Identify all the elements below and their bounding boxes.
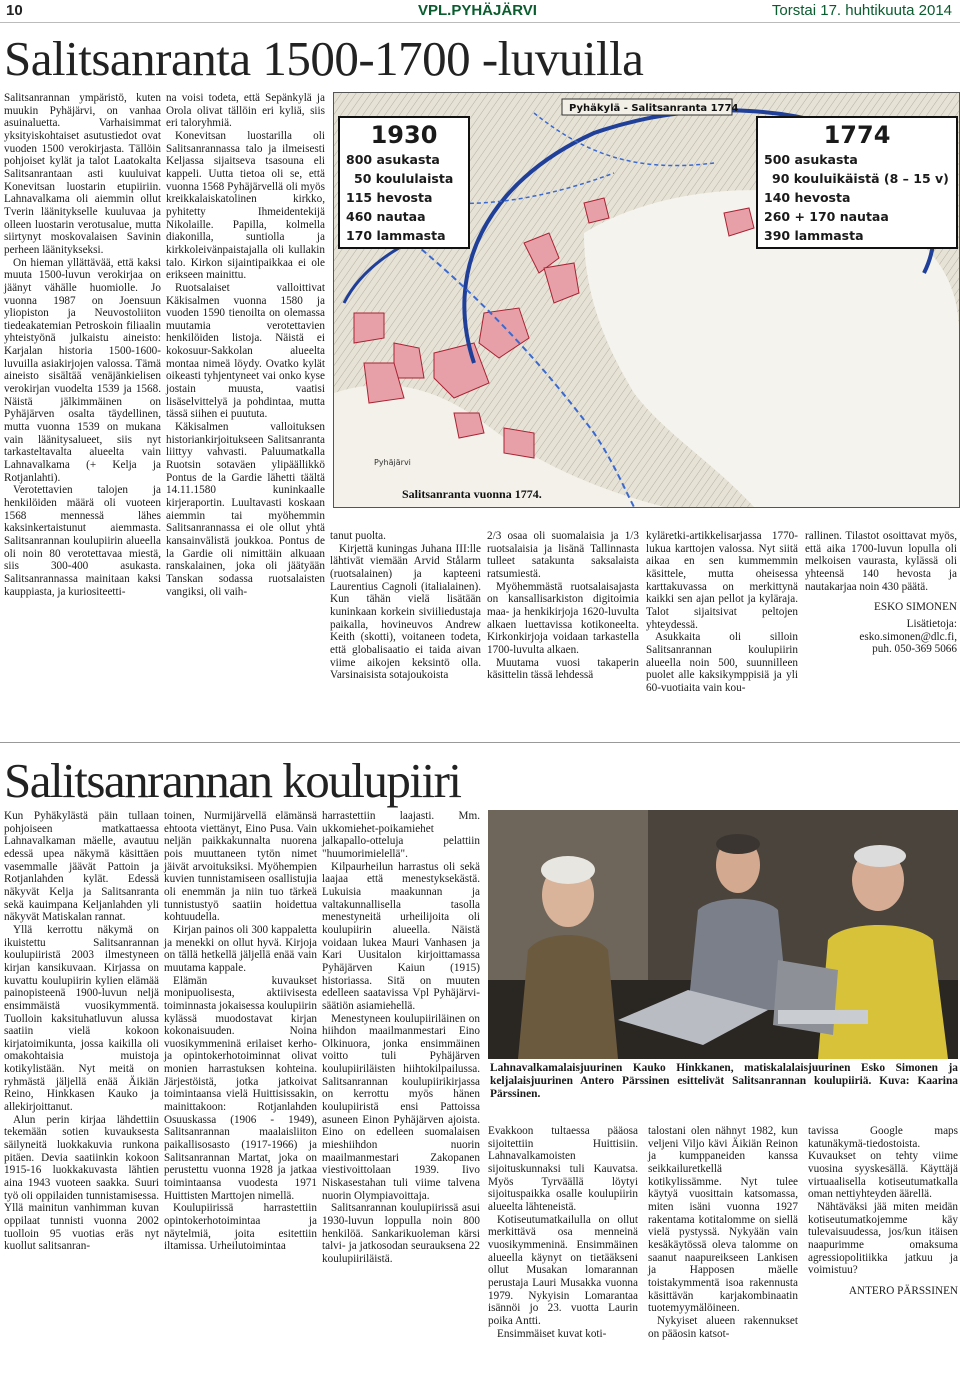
issue-date: Torstai 17. huhtikuuta 2014 xyxy=(771,2,952,19)
article1-column-3 xyxy=(330,530,481,730)
paragraph: 2/3 osaa oli suomalaisia ja 1/3 ruotsalaisia ja lisänä Tallinnasta tulleet satakunta saksalaista ratsumiestä. xyxy=(487,530,639,580)
paragraph: Kun Pyhäkylästä päin tullaan pohjoiseen matkattaessa Lahnavalkaman mäelle, avautuu edessä upea näkymä käsittäen vasemmalle jäävät Pattoin ja Rotjanlahden kylät. Edessä näkyvät Kelja ja Salitsanranta sekä kauimpana Keljanlahden yli näkyvät Matiskalan rannat. xyxy=(4,810,159,924)
paragraph: Yllä kerrottu näkymä on ikuistettu Salitsanrannan koulupiiristä 2003 ilmestyneen kirjan kansikuvaan. Kirjassa on kuvattu koulupiirin kylien elämää painopisteenä 1900-luvun neljä ensimmäistä vuosikymmentä. Tuolloin kaksituhatluvun alussa saatiin vielä kokoon kirjatoimikunta, jossa kaikilla oli omakohtaisia muistoja kotikylistään. Nyt meitä on ryhmästä jäljellä enää Äikiän Reino, Hinkkasen Kauko ja allekirjoittanut. xyxy=(4,923,159,1114)
map-caption: Salitsanranta vuonna 1774. xyxy=(402,487,542,501)
article2-column-3 xyxy=(322,810,480,1372)
paragraph: Kotiseutumatkailulla on ollut merkittävä osa menneinä vuosikymmeninä. Ensimmäinen alueella käynyt on tietääkseni ollut Musakan lomarannan perustaja Lauri Musakka vuonna 1979. Nykyisin Lomarantaa isännöi jo 23. vuotta Laurin poika Antti. xyxy=(488,1213,638,1327)
paragraph: talostani olen nähnyt 1982, kun veljeni Viljo kävi Äikiän Reinon ja kumppaneiden kanssa seikkailuretkellä kotikylissämme. Nyt tulee käytyä vuosittain katsomassa, miten isäni vuonna 1927 rakentama kotitalomme on siellä vielä pystyssä. Nykyään vain kesäkäytössä oleva talomme on saanut naapureikseen Lankisen ja Happosen mäelle toistakymmentä isoa rakennusta käsittävän karjakombinaatin tuotemyymälöineen. xyxy=(648,1125,798,1315)
paragraph: On hieman yllättävää, että kaksi muuta 1500-luvun verokirjaa on jäänyt vähälle huomiolle. Jo vuonna 1987 on Joensuun yliopiston ja Neuvostoliiton tiedeakatemian Petroskoin filiaalin yhteistyönä julkaistu aineisto: Karjalan historia 1500-1600-luvuilla asiakirjojen valossa. Tämä aineisto sisältää venäjänkielisen verokirjan vuodelta 1539 ja 1568. Näistä jälkimmäinen on Pyhäjärven osalta täydellinen, mutta vuonna 1539 on mukana vain läänitysalueet, siis nyt tarkasteltavalta alueelta vain Lahnavalkama (+ Kelja ja Rotjanlahti). xyxy=(4,256,161,484)
stats-line: 500 asukasta xyxy=(764,152,858,167)
article1-column-6 xyxy=(805,530,957,730)
article1-column-5 xyxy=(646,530,798,730)
stats-line: 800 asukasta xyxy=(346,152,440,167)
paragraph: Käkisalmen valloituksen historiankirjoitukseen Salitsanranta liittyy vahvasti. Paluumatkalla Ruotsin sotaväen ylipäällikkö Pontus de la Gardie lähetti täältä 14.11.1580 kuninkaalle kirjeraportin. Luultavasti koskaan aiemmin tai myöhemmin Salitsanrannassa ei ole ollut yhtä kansainvälistä joukkoa. Pontus de la Gardie oli nimittäin alkuaan ranskalainen, joka oli jäätyään Tanskan sodassa ruotsalaisten vangiksi, oli vaih- xyxy=(166,421,325,598)
contact-label: Lisätietoja: xyxy=(906,617,957,630)
paragraph: Elämän kuvaukset monipuolisesta, aktiivisesta toiminnasta jokaisessa koulupiirin kylässä muodostavat kirjan kokonaisuuden. Noina vuosikymmeninä erilaiset kerho- ja opintokerhotoiminnat olivat monien harrastuksen kohteina. Järjestöistä, jotka jatkoivat toimintaansa vielä Huittisissakin, mainittakoon: Rotjanlahden Osuuskassa (1906 - 1949), Salitsanrannan maalaisliiton paikallisosasto (1917-1966) ja Salitsanrannan Martat, joka on perustettu vuonna 1928 ja jatkaa toimintaansa vuodesta 1971 Huittisten Marttojen nimellä. xyxy=(164,974,317,1202)
paragraph: Myöhemmästä ruotsalaisajasta on kansallisarkiston digitoimia maa- ja henkikirjoja 1620-luvulta alkaen luettavissa kotikoneelta. Kirkonkirjoja voidaan tarkastella 1700-luvulta alkaen. xyxy=(487,580,639,656)
publication-name: VPL.PYHÄJÄRVI xyxy=(418,2,537,19)
page-number: 10 xyxy=(6,2,23,19)
stats-line: 260 + 170 nautaa xyxy=(764,209,889,224)
paragraph: Konevitsan luostarilla oli Salitsanrannassa talo ja ilmeisesti Keljassa sijaitseva tsasouna eli kappeli. Uutta tietoa oli se, että vuonna 1568 Pyhäjärvellä oli myös kreikkalaiskatolinen kirkko, pyhitetty Ihmeidentekijä Nikolaille. Papilla, kolmella diakonilla, suntiolla ja kirkkoleivänpaistajalla oli kullakin talo. Kirkon sijaintipaikkaa ei ole erikseen mainittu. xyxy=(166,129,325,282)
article2-column-5 xyxy=(648,1125,798,1372)
paragraph: Muutama vuosi takaperin käsittelin tässä lehdessä xyxy=(487,656,639,682)
photo-caption: Lahnavalkamalaisjuurinen Kauko Hinkkanen, matiskalalaisjuurinen Esko Simonen ja keljalaisjuurinen Antero Pärssinen esittelivät Salitsanrannan koulupiiriä. Kuva: Kaarina Pärssinen. xyxy=(490,1062,958,1100)
author-signature: ESKO SIMONEN xyxy=(874,601,957,614)
paragraph: Nähtäväksi jää miten meidän kotiseutumatkojemme käy tulevaisuudessa, jos/kun itäisen naapurimme omaksuma agressiopolitiikka jatkuu ja voimistuu? xyxy=(808,1200,958,1277)
map-title: Pyhäkylä - Salitsanranta 1774 xyxy=(569,103,739,114)
paragraph: Ensimmäiset kuvat koti- xyxy=(497,1327,607,1340)
stats-line: 460 nautaa xyxy=(346,209,426,224)
author-signature: ANTERO PÄRSSINEN xyxy=(848,1284,958,1297)
paragraph: harrastettiin laajasti. Mm. ukkomiehet-poikamiehet jalkapallo-otteluja pelattiin "huumorimielellä". xyxy=(322,810,480,860)
paragraph: Salitsanrannan ympäristö, kuten muukin Pyhäjärvi, on vanhaa asuinaluetta. Varhaisimmat yksityiskohtaiset asutustiedot ovat vuoden 1500 verokirjasta. Tällöin pohjoiset kylät ja talot Laatokalta Salitsanrantaan asti kuuluivat Konevitsan luostarin etupiiriin. Lahnavalkama oli aiemmin ollut Tverin läänitykselle kuuluvaa ja olleen luostarin verotusalue, mutta siirtynyt moskovalaisen Savinin perheen läänitykseksi. xyxy=(4,92,161,256)
paragraph: Kilpaurheilun harrastus oli sekä laajaa että menestyksekästä. Lukuisia maakunnan ja valtakunnallisella tasolla menestyneitä urheilijoita oli koulupiirin alueella. Näistä voidaan lukea Mauri Vanhasen ja Kari Uusitalon kirjoittamassa Pyhäjärven Kaiun (1915) historiassa. Sitä on muuten edelleen saatavissa Vpl Pyhäjärvi-säätiön asiamiehellä. xyxy=(322,860,480,1012)
stats-line: 90 kouluikäistä (8 – 15 v) xyxy=(772,171,949,186)
map-place-label: Pyhäjärvi xyxy=(374,458,411,467)
paragraph: rallinen. Tilastot osoittavat myös, että aika 1700-luvun lopulla oli melkoisen vaurasta, kylässä oli yhteensä 140 hevosta ja nautakarjaa noin 430 päätä. xyxy=(805,530,957,593)
paragraph: toinen, Nurmijärvellä elämänsä ehtoota viettänyt, Eino Pusa. Vain neljän paikkakunnalta nuorena pois muuttaneen tytön nimet jäivät arvoituksiksi. Myöhempien kuvien tunnistamiseen osallistujia oli enemmän ja niin tuo tärkeä tunnistustyö saatiin hoidettua kohtuudella. xyxy=(164,810,317,924)
contact-email: esko.simonen@dlc.fi, xyxy=(859,630,957,643)
stats-box-1774 xyxy=(756,116,958,249)
paragraph: Kirjettä kuningas Juhana III:lle lähtivät viemään Arvid Stålarm (ruotsalainen) ja kapteeni Laurentius Cagnoli (italialainen). Kun tähän vielä lisätään kuninkaan korkein siviiliedustaja paikalla, hovineuvos Andrew Keith (skotti), voitaneen todeta, että globalisaatio ei taida aivan viime aikojen keksintö olla. Varsinaisista sotajoukoista xyxy=(330,542,481,682)
stats-line: 390 lammasta xyxy=(764,228,864,243)
stats-box-1930 xyxy=(338,116,470,249)
article2-column-2 xyxy=(164,810,317,1372)
paragraph: Ruotsalaiset valloittivat Käkisalmen vuonna 1580 ja vuoden 1590 tienoilta on olemassa muutamia verotettavien henkilöiden listoja. Näistä ei kokosuur-Sakkolan alueelta montaa nimeä löydy. Ovatko kylät oikeasti tyhjentyneet vai onko kyse jostain muusta, vaatisi lisäselvittelyä ja pohdintaa, mutta tässä siihen ei puututa. xyxy=(166,281,325,421)
stats-year: 1774 xyxy=(823,121,891,149)
contact-phone: puh. 050-369 5066 xyxy=(872,643,957,656)
stats-line: 115 hevosta xyxy=(346,190,433,205)
stats-line: 50 koululaista xyxy=(354,171,454,186)
paragraph: Evakkoon tultaessa pääosa sijoitettiin Huittisiin. Lahnavalkamoisten sijoituskunnaksi tuli Kauvatsa. Myös Tyrväällä löytyi sijoituspaikka osalle koulupiirin alueelta lähteneistä. xyxy=(488,1125,638,1213)
article1-column-1 xyxy=(4,92,161,748)
stats-year: 1930 xyxy=(370,121,438,149)
article1-headline: Salitsanranta 1500-1700 -luvuilla xyxy=(4,31,644,86)
article2-headline: Salitsanrannan koulupiiri xyxy=(4,753,461,808)
section-divider xyxy=(0,742,960,743)
page-header xyxy=(0,0,960,23)
article2-column-6 xyxy=(808,1125,958,1372)
paragraph: kyläretki-artikkelisarjassa 1770-lukua karttojen valossa. Nyt siitä aikaa en sen kummemmin käsittele, mutta oheisessa karttakuvassa on merkittynä kaikki sen ajan pellot ja kyläraja. Talot sijaitsivat peltojen yhteydessä. xyxy=(646,530,798,631)
paragraph: Asukkaita oli silloin Salitsanrannan koulupiirin alueella noin 500, suunnilleen puolet alle kaksikymppisiä ja yli 60-vuotiaita vain kou- xyxy=(646,631,798,694)
paragraph: Nykyiset alueen rakennukset on pääosin katsot- xyxy=(648,1314,798,1340)
stats-line: 140 hevosta xyxy=(764,190,851,205)
paragraph: Menestyneen koulupiiriläinen on hiihdon maailmanmestari Eino Olkinuora, jonka ensimmäinen voitto tuli Pyhäjärven koulupiiriläisten hiihtokilpailussa. Salitsanrannan koulupiirikirjassa on kerrottu myös hänen koulupiiristä ensi Pattoissa asuneen Einon Pyhäjärven ajoista. Eino on edelleen suomalaisen mieshiihdon nuorin maailmanmestari Zakopanen viestivoittolaan 1939. Iivo Niskasestahan tuli viime talvena nuorin Olympiavoittaja. xyxy=(322,1012,480,1202)
paragraph: na voisi todeta, että Sepänkylä ja Orola olivat tällöin eri kyliä, siis eri taloryhmiä. xyxy=(166,92,325,130)
article1-column-4 xyxy=(487,530,639,730)
paragraph: Verotettavien talojen ja henkilöiden määrä oli vuoteen 1568 mennessä lähes kaksinkertaistunut aiemmasta. Salitsanrannan koulupiirin alueella oli noin 80 verotettavaa miestä, siis 300-400 asukasta. Salitsanrannassa mainitaan kaksi kauppiasta, ja kuriositeetti- xyxy=(4,484,161,598)
paragraph: Salitsanrannan koulupiirissä asui 1930-luvun loppulla noin 800 henkilöä. Sankarikuoleman kärsi talvi- ja jatkosodan seurauksena 22 koulupiiriläistä. xyxy=(322,1202,480,1265)
photo-drawing xyxy=(488,810,958,1059)
paragraph: tanut puolta. xyxy=(330,530,386,542)
article2-column-1 xyxy=(4,810,159,1372)
presenters-photo xyxy=(488,810,958,1059)
stats-line: 170 lammasta xyxy=(346,228,446,243)
paragraph: tavissa Google maps katunäkymä-tiedostoista. Kuvaukset on tehty viime vuosina syyskesällä. Käyttäjä virtuaalisella kotiseutumatkalla oman nettiyhteyden äärellä. xyxy=(808,1125,958,1201)
paragraph: Alun perin kirjaa lähdettiin tekemään sotien kuvauksesta säilyneitä luokkakuvia runkona pitäen. Devia saatiinkin kokoon 1915-16 luokkakuvasta lähtien aina 1943 vuoteen saakka. Suuri työ oli oppilaiden tunnistamisessa. Yllä mainitun vanhimman kuvan oppilaat tunnisti vuonna 2002 tuolloin 95 vuotias eräs nyt kuollut salitsanran- xyxy=(4,1113,159,1253)
paragraph: Koulupiirissä harrastettiin opintokerhotoimintaa ja näytelmiä, joita esitettiin iltamissa. Urheilutoimintaa xyxy=(164,1202,317,1253)
article2-column-4 xyxy=(488,1125,638,1372)
article1-column-2 xyxy=(166,92,325,598)
paragraph: Kirjan painos oli 300 kappaletta ja menekki on ollut hyvä. Kirjoja on tällä hetkellä jäljellä enää vain muutama kappale. xyxy=(164,923,317,974)
